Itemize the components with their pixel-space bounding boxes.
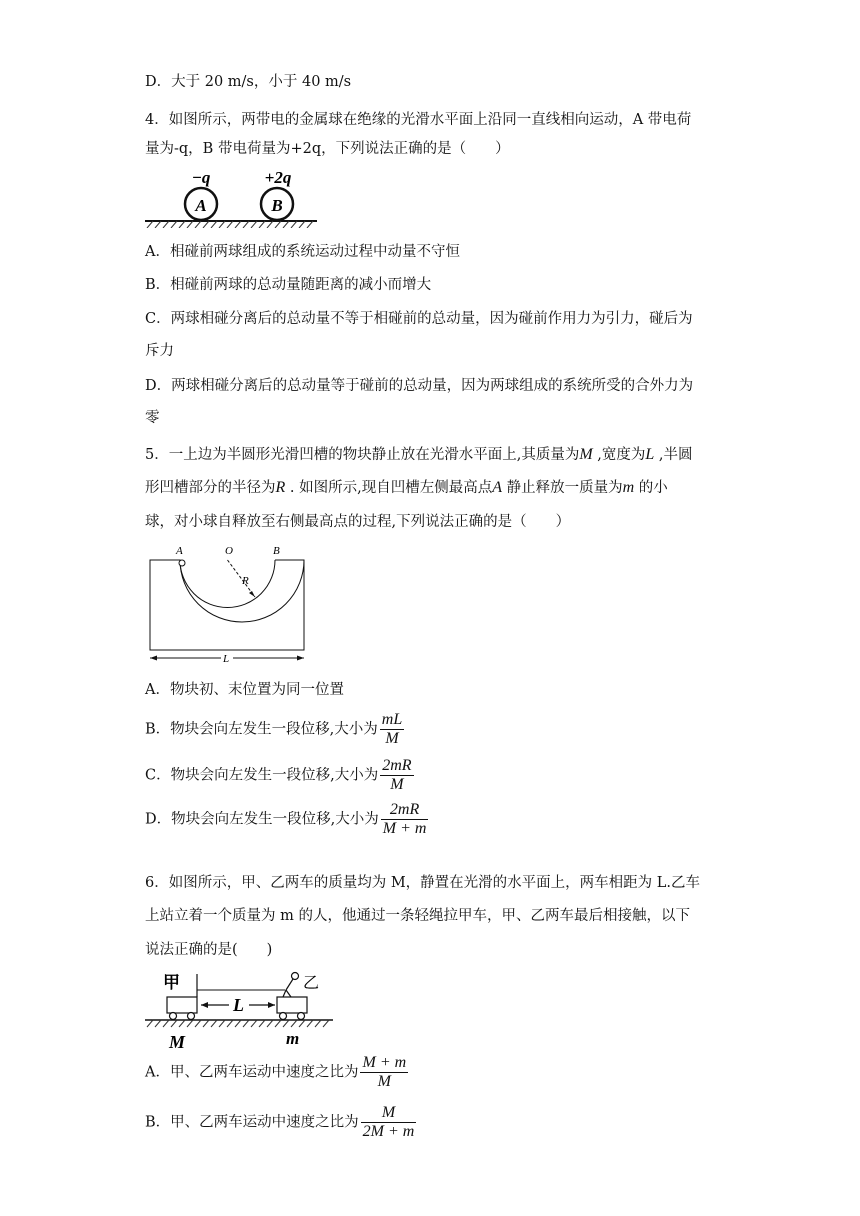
var-R: R (275, 479, 286, 496)
q5-option-c (145, 757, 414, 794)
fraction-2mR-over-M-plus-m (381, 801, 429, 838)
denominator: 2M + m (362, 1123, 415, 1140)
cart-jia-label: 甲 (163, 973, 180, 993)
label-l: L (223, 653, 230, 665)
q6-figure (145, 968, 337, 1054)
numerator: 2mR (382, 757, 412, 774)
fraction-2mR-over-M (380, 757, 413, 794)
semicircle-groove (180, 560, 275, 608)
q6-option-a (145, 1054, 408, 1091)
option-text: A．甲、乙两车运动中速度之比为 (145, 1064, 359, 1081)
q5-option-b (145, 711, 404, 748)
var-M: M (579, 446, 593, 463)
q5-stem-text: ,半圆 (654, 447, 693, 463)
label-b: B (273, 545, 280, 557)
cart-yi-label: 乙 (303, 973, 320, 992)
block-body (150, 560, 304, 650)
q5-stem-line3: 球，对小球自释放至右侧最高点的过程,下列说法正确的是（ ） (145, 514, 571, 530)
q6-stem-line2: 上站立着一个质量为 m 的人，他通过一条轻绳拉甲车，甲、乙两车最后相接触，以下 (145, 908, 690, 924)
option-text: C．物块会向左发生一段位移,大小为 (145, 767, 379, 784)
ground-hatching (147, 1020, 329, 1027)
fraction-mL-over-M (380, 711, 404, 748)
q5-option-a: A．物块初、末位置为同一位置 (145, 682, 344, 698)
person-leg (286, 990, 291, 997)
fraction-M-over-2M-plus-m (361, 1104, 417, 1141)
mass-big-label: M (169, 1032, 186, 1052)
numerator: M (381, 1104, 396, 1121)
q4-stem-line1: 4．如图所示，两带电的金属球在绝缘的光滑水平面上沿同一直线相向运动，A 带电荷 (145, 112, 692, 128)
arrowhead-right (268, 1002, 275, 1008)
q4-option-a: A．相碰前两球组成的系统运动过程中动量不守恒 (145, 244, 460, 260)
var-A: A (492, 479, 502, 496)
option-text: B．物块会向左发生一段位移,大小为 (145, 721, 378, 738)
q4-option-d-line2: 零 (145, 410, 160, 426)
cart-yi-body (277, 997, 307, 1013)
ball-a-charge: −q (191, 168, 211, 187)
denominator: M (380, 729, 404, 748)
width-arrow-left (150, 656, 157, 661)
cart-yi-wheel (280, 1013, 287, 1020)
numerator: 2mR (389, 801, 420, 818)
label-o: O (225, 545, 233, 557)
denominator: M + m (382, 820, 427, 837)
q4-option-c-line1: C．两球相碰分离后的总动量不等于相碰前的总动量，因为碰前作用力为引力，碰后为 (145, 311, 693, 327)
q5-figure (145, 544, 310, 670)
person-leg (283, 990, 286, 997)
q4-option-b: B．相碰前两球的总动量随距离的减小而增大 (145, 277, 432, 293)
cart-jia-wheel (188, 1013, 195, 1020)
var-m: m (622, 479, 635, 496)
numerator: mL (381, 711, 403, 728)
person-body (286, 979, 293, 990)
q6-stem-line3: 说法正确的是( ) (145, 942, 273, 958)
distance-label: L (233, 995, 244, 1015)
q6-stem-line1: 6．如图所示，甲、乙两车的质量均为 M，静置在光滑的水平面上，两车相距为 L.乙车 (145, 875, 701, 891)
radius-arrowhead (249, 591, 255, 597)
var-L: L (645, 446, 655, 463)
q5-stem-text: 的小 (634, 480, 668, 496)
q3-option-d: D．大于 20 m/s，小于 40 m/s (145, 74, 352, 90)
width-arrow-right (297, 656, 304, 661)
q4-stem-line2: 量为-q，B 带电荷量为+2q，下列说法正确的是（ ） (145, 141, 510, 157)
fraction-M-plus-m-over-M (360, 1054, 408, 1091)
option-text: B．甲、乙两车运动中速度之比为 (145, 1114, 359, 1131)
denominator: M (380, 775, 413, 794)
denominator: M (360, 1072, 408, 1091)
block-outline (150, 560, 304, 622)
q5-option-d (145, 801, 428, 838)
label-r: R (242, 575, 249, 587)
q5-stem-text: . 如图所示,现自凹槽左侧最高点 (285, 480, 493, 496)
arrowhead-left (201, 1002, 208, 1008)
q5-stem-text: 5．一上边为半圆形光滑凹槽的物块静止放在光滑水平面上,其质量为 (145, 447, 580, 463)
option-text: D．物块会向左发生一段位移,大小为 (145, 811, 379, 828)
cart-jia-wheel (170, 1013, 177, 1020)
person-head (292, 973, 299, 980)
ball-b-label: B (271, 196, 283, 215)
ball-a-label: A (195, 196, 207, 215)
q5-stem-text: 静止释放一质量为 (502, 480, 623, 496)
q5-stem-line1 (145, 445, 693, 465)
label-a: A (176, 545, 183, 557)
q4-option-c-line2: 斥力 (145, 343, 174, 359)
q5-stem-line2 (145, 478, 668, 498)
numerator: M + m (362, 1054, 407, 1071)
q4-option-d-line1: D．两球相碰分离后的总动量等于碰前的总动量，因为两球组成的系统所受的合外力为 (145, 378, 694, 394)
mass-small-label: m (286, 1029, 300, 1048)
q5-stem-text: 形凹槽部分的半径为 (145, 480, 276, 496)
q4-figure (145, 166, 320, 228)
ground-hatching (147, 221, 313, 228)
ball-b-charge: +2q (264, 168, 292, 187)
q6-option-b (145, 1104, 416, 1141)
small-ball (179, 560, 185, 566)
cart-jia-body (167, 997, 197, 1013)
cart-yi-wheel (298, 1013, 305, 1020)
q5-stem-text: ,宽度为 (592, 447, 646, 463)
